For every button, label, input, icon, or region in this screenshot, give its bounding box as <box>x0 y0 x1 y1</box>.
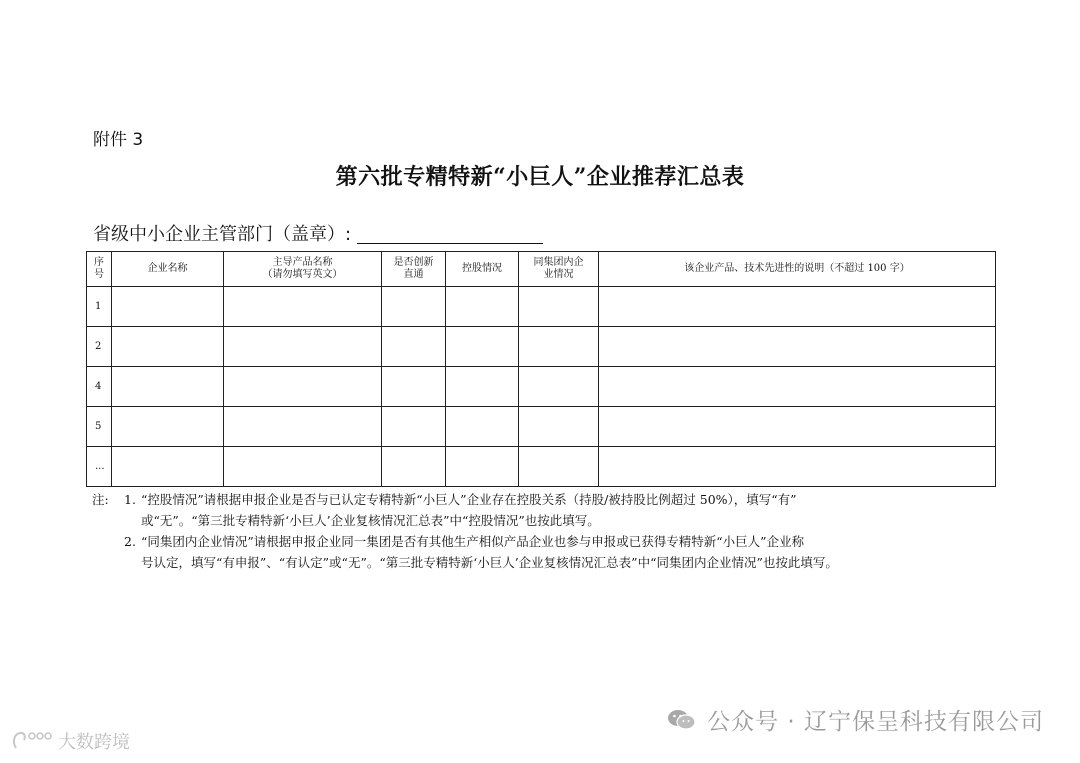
table-cell <box>519 407 599 447</box>
table-cell <box>112 407 224 447</box>
document-title: 第六批专精特新“小巨人”企业推荐汇总表 <box>335 164 745 190</box>
table-cell <box>519 287 599 327</box>
table-cell <box>446 447 519 487</box>
header-cell-company: 企业名称 <box>112 252 224 287</box>
table-cell <box>446 327 519 367</box>
table-cell <box>224 447 382 487</box>
table-cell <box>599 287 996 327</box>
table-cell <box>224 367 382 407</box>
wechat-watermark <box>667 703 1044 736</box>
note-text: “控股情况”请根据申报企业是否与已认定专精特新“小巨人”企业存在控股关系（持股/被持股比例超过 50%），填写“有” <box>141 492 797 507</box>
table-row <box>87 367 996 407</box>
attachment-label: 附件 3 <box>93 130 144 150</box>
table-cell <box>446 287 519 327</box>
table-cell <box>599 327 996 367</box>
table-cell <box>224 407 382 447</box>
note-index: 2. <box>124 534 136 549</box>
department-label: 省级中小企业主管部门（盖章）: <box>93 224 352 245</box>
row-number: 4 <box>87 367 112 407</box>
table-cell <box>599 407 996 447</box>
table-header-row <box>87 252 996 287</box>
notes-section <box>92 489 992 573</box>
table-cell <box>519 447 599 487</box>
table-cell <box>446 407 519 447</box>
table-cell <box>519 327 599 367</box>
table-row <box>87 287 996 327</box>
table-cell <box>519 367 599 407</box>
note-text-continued: 号认定，填写“有申报”、“有认定”或“无”。“第三批专精特新‘小巨人’企业复核情况汇总表”中“同集团内企业情况”也按此填写。 <box>141 555 838 570</box>
table-row <box>87 327 996 367</box>
header-cell-description: 该企业产品、技术先进性的说明（不超过 100 字） <box>599 252 996 287</box>
table-cell <box>112 447 224 487</box>
row-number: 5 <box>87 407 112 447</box>
table-cell <box>599 447 996 487</box>
header-cell-product: 主导产品名称 （请勿填写英文） <box>224 252 382 287</box>
table-cell <box>112 287 224 327</box>
note-text: “同集团内企业情况”请根据申报企业同一集团是否有其他生产相似产品企业也参与申报或已获得专精特新“小巨人”企业称 <box>141 534 805 549</box>
table-cell <box>382 367 446 407</box>
wechat-account-text: 公众号 · 辽宁保呈科技有限公司 <box>707 709 1044 735</box>
table-cell <box>599 367 996 407</box>
note-item <box>92 489 992 510</box>
header-cell-group: 同集团内企 业情况 <box>519 252 599 287</box>
table-row <box>87 407 996 447</box>
table-cell <box>382 327 446 367</box>
table-cell <box>112 367 224 407</box>
site-watermark <box>10 728 130 754</box>
header-cell-innovation: 是否创新 直通 <box>382 252 446 287</box>
table-cell <box>446 367 519 407</box>
row-number: 2 <box>87 327 112 367</box>
brand-logo-icon <box>10 728 54 754</box>
table-cell <box>224 327 382 367</box>
note-index: 1. <box>124 492 136 507</box>
department-line <box>93 220 543 246</box>
notes-lead: 注: <box>92 492 109 507</box>
table-cell <box>382 287 446 327</box>
header-cell-holding: 控股情况 <box>446 252 519 287</box>
wechat-icon <box>667 708 697 732</box>
table-row <box>87 447 996 487</box>
row-number: 1 <box>87 287 112 327</box>
signature-blank <box>357 242 543 244</box>
note-text-continued: 或“无”。“第三批专精特新‘小巨人’企业复核情况汇总表”中“控股情况”也按此填写。 <box>141 513 600 528</box>
header-cell-index: 序 号 <box>87 252 112 287</box>
table-cell <box>112 327 224 367</box>
table-cell <box>382 447 446 487</box>
row-number: ... <box>87 447 112 487</box>
note-item <box>92 531 992 552</box>
summary-table <box>86 251 996 487</box>
table-cell <box>224 287 382 327</box>
site-watermark-text: 大数跨境 <box>58 732 130 753</box>
table-cell <box>382 407 446 447</box>
